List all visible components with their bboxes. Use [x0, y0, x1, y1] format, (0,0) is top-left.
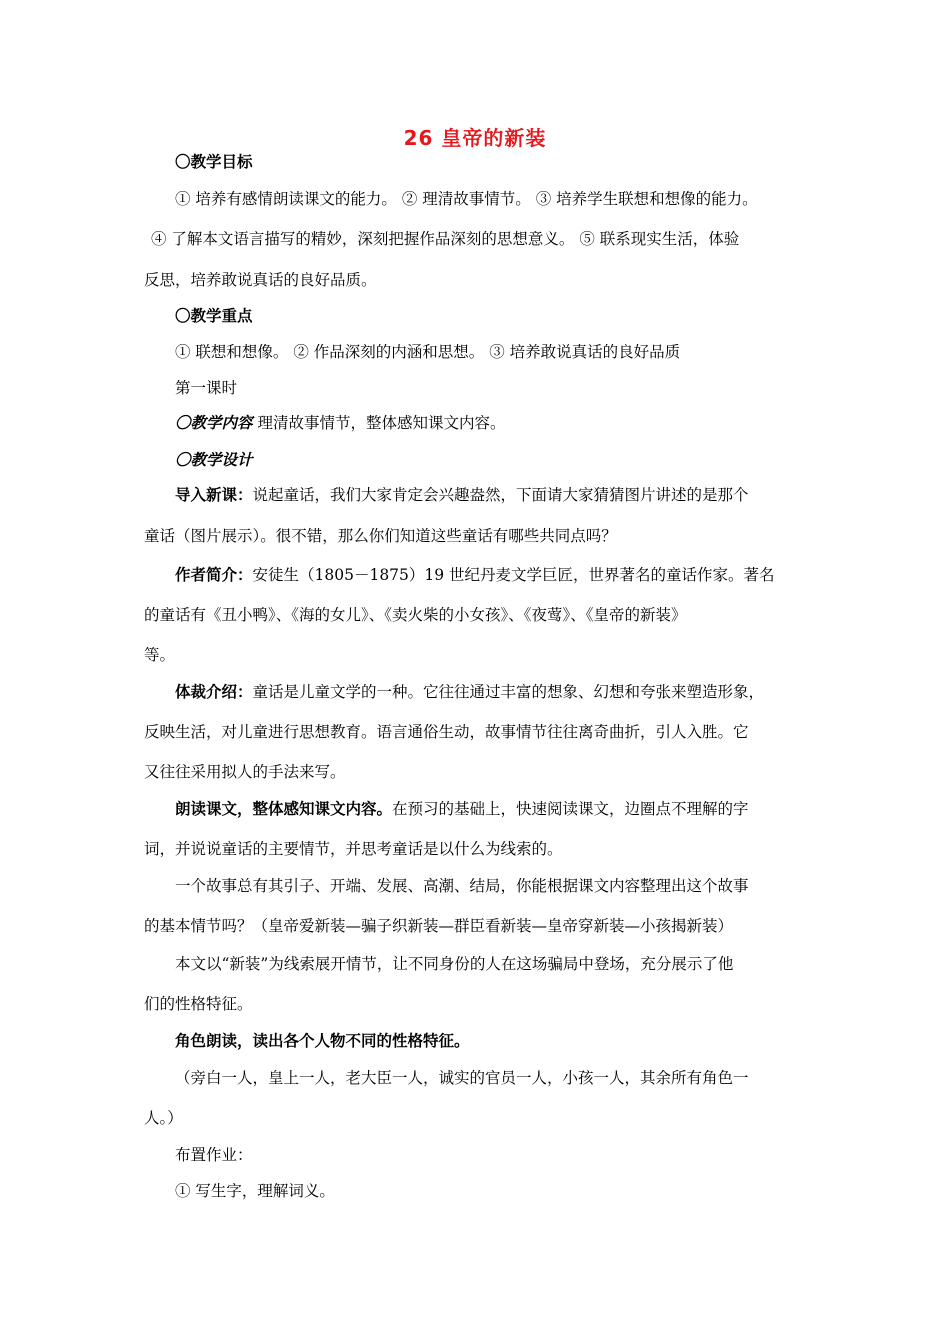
homework-label: 布置作业：	[175, 1146, 253, 1164]
document-title: 26 皇帝的新装	[403, 126, 547, 150]
content-row	[175, 413, 505, 433]
goals-line-2: ④ 了解本文语言描写的精妙，深刻把握作品深刻的思想意义。 ⑤ 联系现实生活，体验	[151, 230, 740, 248]
author-line-1	[175, 565, 775, 585]
plot-line-2: 的基本情节吗？（皇帝爱新装—骗子织新装—群臣看新装—皇帝穿新装—小孩揭新装）	[144, 917, 734, 935]
intro-line-1	[175, 485, 749, 505]
read-label: 朗读课文，整体感知课文内容。	[175, 800, 393, 818]
intro-label: 导入新课：	[175, 486, 253, 504]
clue-line-1: 本文以“新装”为线索展开情节，让不同身份的人在这场骗局中登场，充分展示了他	[175, 955, 734, 973]
genre-label: 体裁介绍：	[175, 683, 253, 701]
lesson-label: 第一课时	[175, 379, 238, 397]
genre-text-1: 童话是儿童文学的一种。它往往通过丰富的想象、幻想和夸张来塑造形象，	[252, 683, 765, 701]
read-line-2: 词，并说说童话的主要情节，并思考童话是以什么为线索的。	[144, 840, 563, 858]
author-text-1: 安徒生（1805－1875）19 世纪丹麦文学巨匠，世界著名的童话作家。著名	[252, 566, 775, 584]
focus-line-1: ① 联想和想像。 ② 作品深刻的内涵和思想。 ③ 培养敢说真话的良好品质	[175, 343, 681, 361]
design-heading: 〇教学设计	[175, 451, 253, 469]
author-line-3: 等。	[144, 646, 176, 664]
clue-line-2: 们的性格特征。	[144, 995, 253, 1013]
content-text: 理清故事情节，整体感知课文内容。	[252, 414, 506, 432]
genre-line-1	[175, 682, 764, 702]
role-heading: 角色朗读，读出各个人物不同的性格特征。	[175, 1032, 470, 1050]
role-line-1: （旁白一人，皇上一人，老大臣一人，诚实的官员一人，小孩一人，其余所有角色一	[175, 1069, 749, 1087]
intro-text-1: 说起童话，我们大家肯定会兴趣盎然，下面请大家猜猜图片讲述的是那个	[252, 486, 749, 504]
plot-line-1: 一个故事总有其引子、开端、发展、高潮、结局，你能根据课文内容整理出这个故事	[175, 877, 749, 895]
author-line-2: 的童话有《丑小鸭》、《海的女儿》、《卖火柴的小女孩》、《夜莺》、《皇帝的新装》	[144, 606, 687, 624]
focus-heading: 〇教学重点	[175, 307, 253, 325]
read-line-1	[175, 799, 749, 819]
author-label: 作者简介：	[175, 566, 253, 584]
homework-line-1: ① 写生字，理解词义。	[175, 1182, 335, 1200]
intro-line-2: 童话（图片展示）。很不错，那么你们知道这些童话有哪些共同点吗？	[144, 527, 617, 545]
goals-line-3: 反思，培养敢说真话的良好品质。	[144, 271, 377, 289]
genre-line-2: 反映生活，对儿童进行思想教育。语言通俗生动，故事情节往往离奇曲折，引人入胜。它	[144, 723, 749, 741]
content-heading: 〇教学内容	[175, 414, 253, 432]
read-text-1: 在预习的基础上，快速阅读课文，边圈点不理解的字	[392, 800, 749, 818]
genre-line-3: 又往往采用拟人的手法来写。	[144, 763, 346, 781]
goals-line-1: ① 培养有感情朗读课文的能力。 ② 理清故事情节。 ③ 培养学生联想和想像的能力。	[175, 190, 758, 208]
role-line-2: 人。）	[144, 1109, 183, 1127]
goals-heading: 〇教学目标	[175, 153, 253, 171]
